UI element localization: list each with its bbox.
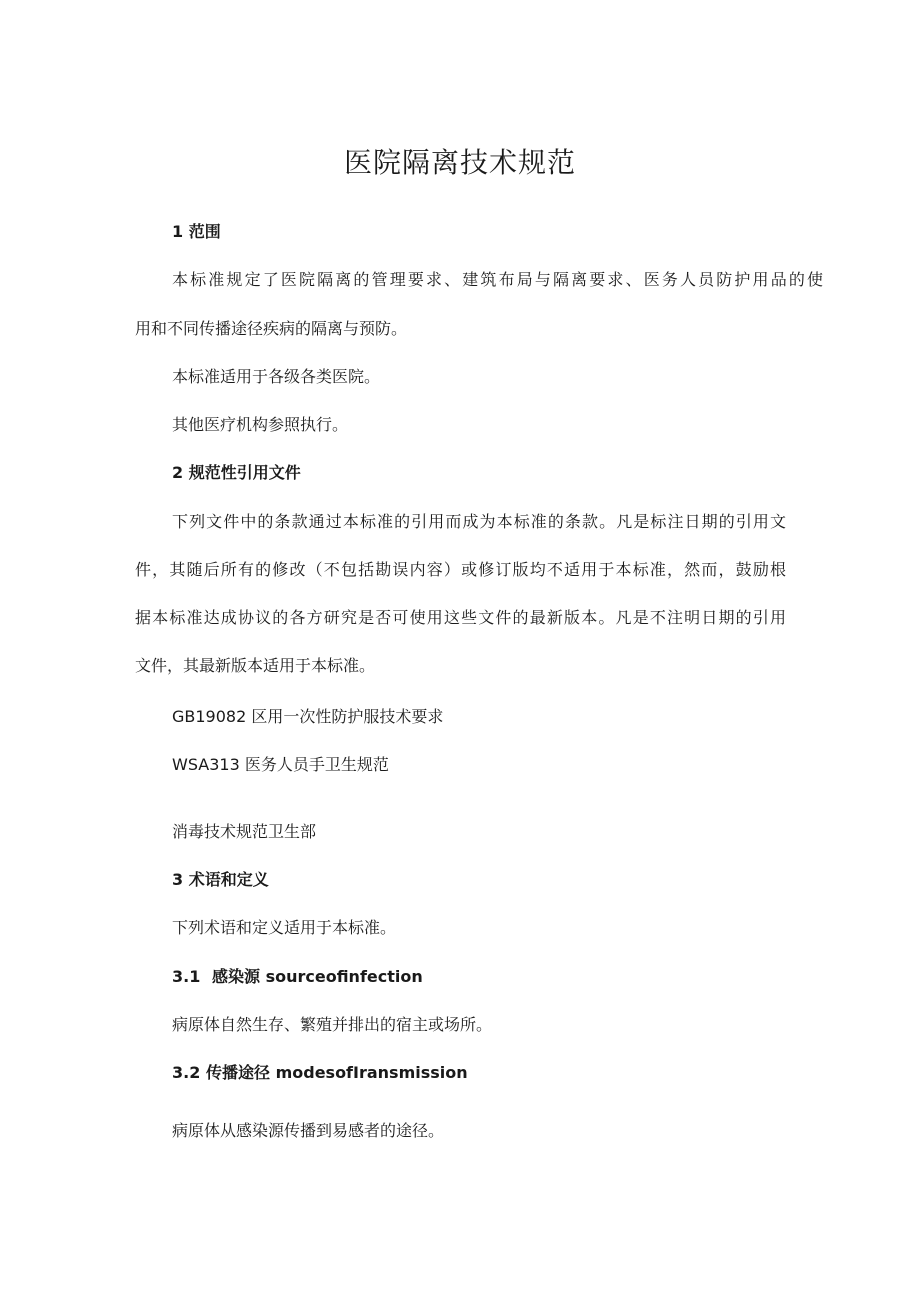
section-1-paragraph-1-line-2: 用和不同传播途径疾病的隔离与预防。 <box>135 319 408 338</box>
reference-disinfection: 消毒技术规范卫生部 <box>172 822 317 841</box>
section-2-paragraph-line-1: 下列文件中的条款通过本标准的引用而成为本标准的条款。凡是标注日期的引用文 <box>172 512 786 531</box>
section-2-paragraph-line-4: 文件，其最新版本适用于本标准。 <box>135 656 376 675</box>
term-3-2 <box>172 1063 468 1083</box>
term-3-2-number: 3.2 <box>172 1063 201 1082</box>
reference-gb19082: GB19082 区用一次性防护服技术要求 <box>172 707 444 726</box>
section-2-paragraph-line-3: 据本标准达成协议的各方研究是否可使用这些文件的最新版本。凡是不注明日期的引用 <box>135 608 786 627</box>
term-3-1-label: 感染源 sourceofinfection <box>212 967 423 986</box>
document-title: 医院隔离技术规范 <box>343 146 576 179</box>
section-1-paragraph-2: 本标准适用于各级各类医院。 <box>172 367 381 386</box>
section-1-paragraph-3: 其他医疗机构参照执行。 <box>172 415 349 434</box>
term-3-2-label: 传播途径 modesofIransmission <box>206 1063 468 1082</box>
reference-wsa313: WSA313 医务人员手卫生规范 <box>172 755 389 774</box>
term-3-1-number: 3.1 <box>172 967 201 986</box>
section-1-heading: 1 范围 <box>172 222 221 241</box>
term-3-2-definition: 病原体从感染源传播到易感者的途径。 <box>172 1121 445 1140</box>
section-3-heading: 3 术语和定义 <box>172 870 269 889</box>
term-3-1-definition: 病原体自然生存、繁殖并排出的宿主或场所。 <box>172 1015 493 1034</box>
section-2-paragraph-line-2: 件，其随后所有的修改（不包括勘误内容）或修订版均不适用于本标准，然而，鼓励根 <box>135 560 786 579</box>
section-1-paragraph-1-line-1: 本标准规定了医院隔离的管理要求、建筑布局与隔离要求、医务人员防护用品的使 <box>172 270 823 289</box>
term-3-1 <box>172 967 423 987</box>
section-2-heading: 2 规范性引用文件 <box>172 463 301 482</box>
section-3-intro: 下列术语和定义适用于本标准。 <box>172 918 397 937</box>
